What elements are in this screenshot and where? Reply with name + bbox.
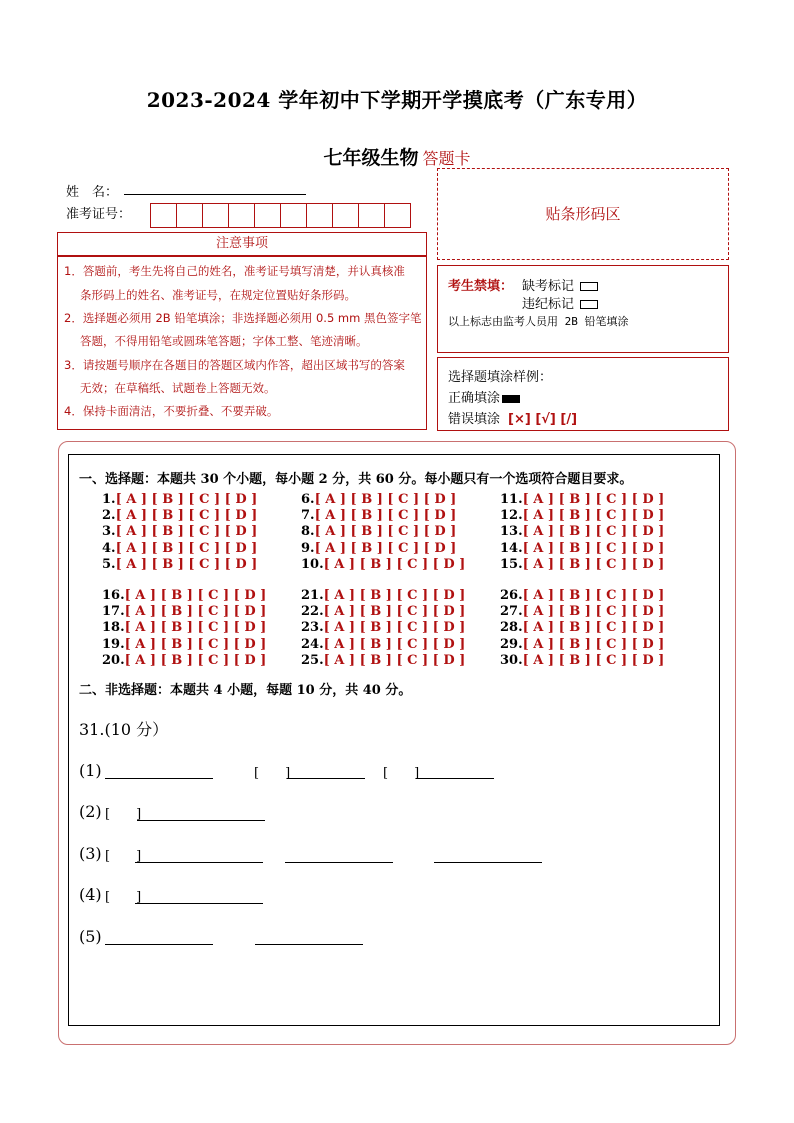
answer-options[interactable]: [ A ] [ B ] [ C ] [ D ] <box>124 652 267 668</box>
question-number: 28. <box>500 620 523 636</box>
answer-area <box>68 454 720 1026</box>
notice-line: 1．答题前，考生先将自己的姓名，准考证号填写清楚，并认真核准 <box>64 264 405 278</box>
part-4-blank[interactable] <box>135 902 263 904</box>
card-label: 答题卡 <box>422 149 471 168</box>
wrong-marks: [×] [√] [/] <box>508 412 578 427</box>
notice-box <box>57 256 427 430</box>
part-4-bracket[interactable]: [ ] <box>105 890 142 905</box>
mcq-question[interactable] <box>301 508 456 524</box>
answer-options[interactable]: [ A ] [ B ] [ C ] [ D ] <box>323 620 466 636</box>
mcq-question[interactable] <box>301 557 465 573</box>
answer-options[interactable]: [ A ] [ B ] [ C ] [ D ] <box>115 540 258 556</box>
question-number: 21. <box>301 588 324 603</box>
question-number: 17. <box>102 604 125 620</box>
answer-options[interactable]: [ A ] [ B ] [ C ] [ D ] <box>124 636 267 652</box>
question-number: 2. <box>102 508 116 524</box>
notice-line: 2．选择题必须用 2B 铅笔填涂；非选择题必须用 0.5 mm 黑色签字笔 <box>64 311 422 325</box>
question-number: 20. <box>102 652 125 668</box>
mcq-question[interactable] <box>301 492 456 508</box>
question-number: 12. <box>500 508 523 524</box>
part-2-label: (2) <box>79 802 102 821</box>
mcq-question[interactable] <box>102 637 266 653</box>
notice-line: 3．请按题号顺序在各题目的答题区域内作答，超出区域书写的答案 <box>64 358 405 372</box>
mcq-question[interactable] <box>301 524 456 540</box>
page-title: 2023-2024 学年初中下学期开学摸底考（广东专用） <box>146 88 648 112</box>
part-1-bracket-c[interactable]: [ ] <box>383 766 420 781</box>
name-field[interactable] <box>124 193 306 195</box>
mcq-question[interactable] <box>102 588 266 604</box>
wrong-sample: 错误填涂 [×] [√] [/] <box>448 412 578 427</box>
answer-options[interactable]: [ A ] [ B ] [ C ] [ D ] <box>323 652 466 668</box>
answer-options[interactable]: [ A ] [ B ] [ C ] [ D ] <box>522 636 665 652</box>
notice-line: 条形码上的姓名、准考证号，在规定位置贴好条形码。 <box>80 288 356 302</box>
answer-options[interactable]: [ A ] [ B ] [ C ] [ D ] <box>522 652 665 668</box>
notice-line: 4．保持卡面清洁，不要折叠、不要弄破。 <box>64 404 279 418</box>
section2-heading: 二、非选择题：本题共 4 小题，每题 10 分，共 40 分。 <box>79 683 412 698</box>
name-label: 姓 名： <box>66 185 119 200</box>
mcq-question[interactable] <box>500 604 664 620</box>
answer-options[interactable]: [ A ] [ B ] [ C ] [ D ] <box>314 508 457 524</box>
section1-heading: 一、选择题：本题共 30 个小题，每小题 2 分，共 60 分。每小题只有一个选项符合题目要求。 <box>79 472 633 487</box>
mcq-question[interactable] <box>301 637 465 653</box>
answer-options[interactable]: [ A ] [ B ] [ C ] [ D ] <box>323 556 466 572</box>
notice-line: 无效；在草稿纸、试题卷上答题无效。 <box>80 381 276 395</box>
mcq-question[interactable] <box>301 620 465 636</box>
question-number: 7. <box>301 508 315 524</box>
answer-options[interactable]: [ A ] [ B ] [ C ] [ D ] <box>124 588 267 603</box>
question-number: 23. <box>301 620 324 636</box>
question-number: 22. <box>301 604 324 620</box>
part-3-blank-c[interactable] <box>434 861 542 863</box>
part-1-blank-b[interactable] <box>287 777 365 779</box>
part-3-blank-a[interactable] <box>135 861 263 863</box>
question-number: 5. <box>102 556 116 572</box>
mcq-question[interactable] <box>102 541 257 557</box>
part-1-blank-a[interactable] <box>105 777 213 779</box>
part-1-blank-c[interactable] <box>416 777 494 779</box>
answer-options[interactable]: [ A ] [ B ] [ C ] [ D ] <box>314 540 457 556</box>
question-number: 3. <box>102 524 116 540</box>
notice-line: 答题，不得用铅笔或圆珠笔答题；字体工整、笔迹清晰。 <box>80 334 368 348</box>
answer-options[interactable]: [ A ] [ B ] [ C ] [ D ] <box>115 492 258 507</box>
absent-mark: 缺考标记 <box>522 275 598 294</box>
mcq-question[interactable] <box>500 620 664 636</box>
mcq-question[interactable] <box>102 508 257 524</box>
question-number: 29. <box>500 636 523 652</box>
answer-options[interactable]: [ A ] [ B ] [ C ] [ D ] <box>522 540 665 556</box>
part-5-blank-b[interactable] <box>255 943 363 945</box>
barcode-area <box>437 168 729 260</box>
subtitle <box>0 143 794 170</box>
question-number: 19. <box>102 636 125 652</box>
answer-options[interactable]: [ A ] [ B ] [ C ] [ D ] <box>522 524 665 540</box>
part-1-label: (1) <box>79 761 102 780</box>
answer-options[interactable]: [ A ] [ B ] [ C ] [ D ] <box>115 556 258 572</box>
part-3-bracket[interactable]: [ ] <box>105 849 142 864</box>
question-number: 1. <box>102 492 116 507</box>
answer-options[interactable]: [ A ] [ B ] [ C ] [ D ] <box>124 604 267 620</box>
violation-mark: 违纪标记 <box>522 293 598 312</box>
question-number: 27. <box>500 604 523 620</box>
answer-options[interactable]: [ A ] [ B ] [ C ] [ D ] <box>522 588 665 603</box>
question-number: 6. <box>301 492 315 507</box>
part-2-blank[interactable] <box>137 819 265 821</box>
part-2-bracket[interactable]: [ ] <box>105 807 142 822</box>
mcq-question[interactable] <box>102 604 266 620</box>
part-1-bracket-b[interactable]: [ ] <box>254 766 291 781</box>
absent-checkbox[interactable] <box>580 282 598 291</box>
answer-options[interactable]: [ A ] [ B ] [ C ] [ D ] <box>323 588 466 603</box>
q31-label: 31.(10 分） <box>79 720 169 739</box>
part-4-label: (4) <box>79 885 102 904</box>
question-number: 13. <box>500 524 523 540</box>
question-number: 8. <box>301 524 315 540</box>
barcode-label: 贴条形码区 <box>545 205 621 223</box>
question-number: 30. <box>500 652 523 668</box>
mcq-question[interactable] <box>102 524 257 540</box>
mcq-question[interactable] <box>500 557 664 573</box>
answer-options[interactable]: [ A ] [ B ] [ C ] [ D ] <box>522 620 665 636</box>
mcq-question[interactable] <box>500 508 664 524</box>
subject-title: 七年级生物 <box>323 147 419 169</box>
mcq-question[interactable] <box>301 604 465 620</box>
question-number: 15. <box>500 556 523 572</box>
question-number: 25. <box>301 652 324 668</box>
answer-options[interactable]: [ A ] [ B ] [ C ] [ D ] <box>115 524 258 540</box>
question-number: 10. <box>301 556 324 572</box>
violation-checkbox[interactable] <box>580 300 598 309</box>
filled-mark-icon <box>502 395 520 403</box>
answer-options[interactable]: [ A ] [ B ] [ C ] [ D ] <box>314 492 457 507</box>
question-number: 9. <box>301 540 315 556</box>
answer-options[interactable]: [ A ] [ B ] [ C ] [ D ] <box>115 508 258 524</box>
question-number: 11. <box>500 492 523 507</box>
sample-box <box>437 357 729 431</box>
question-number: 18. <box>102 620 125 636</box>
correct-sample: 正确填涂 <box>448 387 520 406</box>
exam-number-boxes[interactable] <box>150 203 410 228</box>
sample-title: 选择题填涂样例： <box>448 370 553 385</box>
mcq-question[interactable] <box>301 653 465 669</box>
answer-options[interactable]: [ A ] [ B ] [ C ] [ D ] <box>522 508 665 524</box>
question-number: 24. <box>301 636 324 652</box>
question-number: 16. <box>102 588 125 603</box>
answer-options[interactable]: [ A ] [ B ] [ C ] [ D ] <box>323 636 466 652</box>
answer-options[interactable]: [ A ] [ B ] [ C ] [ D ] <box>522 604 665 620</box>
mcq-question[interactable] <box>102 492 257 508</box>
mcq-question[interactable] <box>102 620 266 636</box>
mcq-question[interactable] <box>102 653 266 669</box>
mcq-question[interactable] <box>301 588 465 604</box>
mcq-question[interactable] <box>102 557 257 573</box>
part-5-label: (5) <box>79 927 102 946</box>
answer-options[interactable]: [ A ] [ B ] [ C ] [ D ] <box>323 604 466 620</box>
mcq-question[interactable] <box>500 541 664 557</box>
question-number: 4. <box>102 540 116 556</box>
part-3-label: (3) <box>79 844 102 863</box>
mcq-question[interactable] <box>500 524 664 540</box>
mcq-question[interactable] <box>500 637 664 653</box>
answer-options[interactable]: [ A ] [ B ] [ C ] [ D ] <box>124 620 267 636</box>
part-5-blank-a[interactable] <box>105 943 213 945</box>
answer-options[interactable]: [ A ] [ B ] [ C ] [ D ] <box>522 492 665 507</box>
forbidden-note: 以上标志由监考人员用 2B 铅笔填涂 <box>448 315 629 328</box>
notice-title: 注意事项 <box>57 232 427 256</box>
part-3-blank-b[interactable] <box>285 861 393 863</box>
forbidden-box <box>437 265 729 353</box>
answer-options[interactable]: [ A ] [ B ] [ C ] [ D ] <box>314 524 457 540</box>
mcq-question[interactable] <box>500 492 664 508</box>
mcq-question[interactable] <box>500 588 664 604</box>
forbidden-label: 考生禁填： <box>448 279 514 294</box>
answer-options[interactable]: [ A ] [ B ] [ C ] [ D ] <box>522 556 665 572</box>
mcq-question[interactable] <box>301 541 456 557</box>
mcq-question[interactable] <box>500 653 664 669</box>
exam-no-label: 准考证号： <box>66 207 132 222</box>
question-number: 14. <box>500 540 523 556</box>
question-number: 26. <box>500 588 523 603</box>
